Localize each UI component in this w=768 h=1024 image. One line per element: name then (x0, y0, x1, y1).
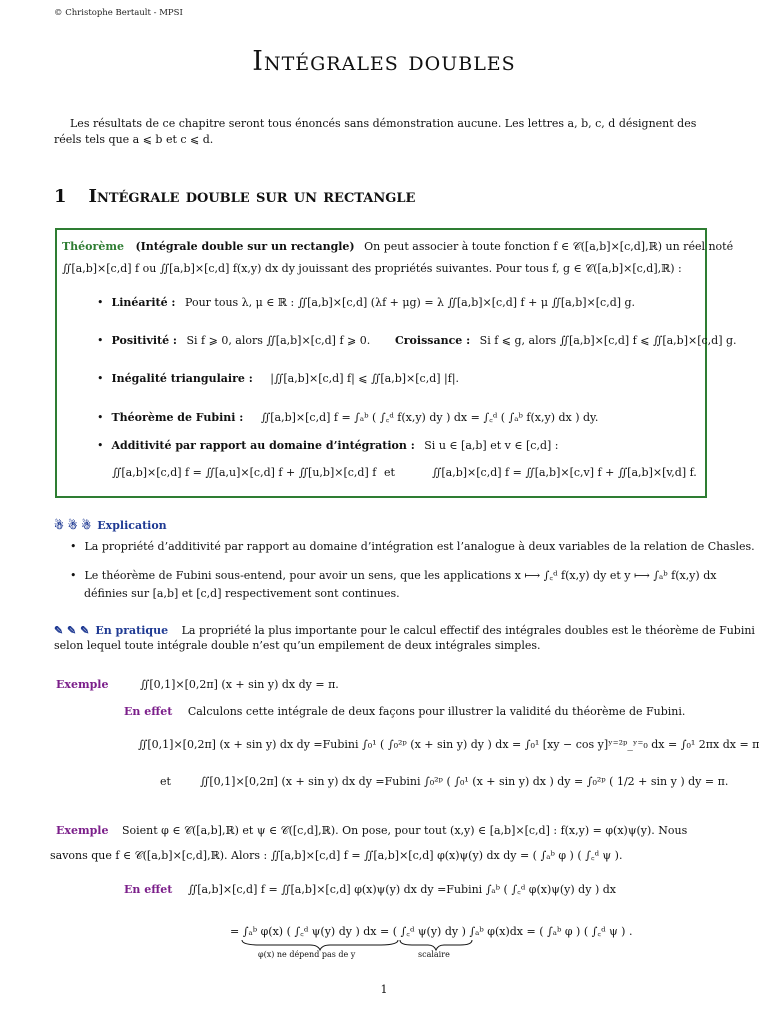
additivite-formula-1: ∬[a,b]×[c,d] f = ∬[a,u]×[c,d] f + ∬[u,b]×[c,d] f (112, 466, 377, 479)
property-croissance: Croissance : Si f ⩽ g, alors ∬[a,b]×[c,d] f ⩽ ∬[a,b]×[c,d] g. (395, 334, 737, 347)
exemple1-label: Exemple (56, 678, 109, 691)
pratique-text2: selon lequel toute intégrale double n’est qu’un empilement de deux intégrales simples. (54, 639, 541, 652)
pratique-heading (54, 624, 755, 637)
property-linearite: • Linéarité : Pour tous λ, μ ∈ ℝ : ∬[a,b]×[c,d] (λf + μg) = λ ∬[a,b]×[c,d] f + μ ∬[a,b]×[c,d] g. (97, 296, 636, 309)
theorem-label: Théorème (62, 240, 124, 253)
exemple1 (56, 678, 339, 691)
theorem-text2: ∬[a,b]×[c,d] f ou ∬[a,b]×[c,d] f(x,y) dx dy jouissant des propriétés suivantes. Pour tous f, g ∈ 𝒞([a,b]×[c,d],ℝ) : (62, 262, 682, 275)
theorem-name: (Intégrale double sur un rectangle) (135, 240, 355, 253)
exemple2-calc1: ∬[a,b]×[c,d] f = ∬[a,b]×[c,d] φ(x)ψ(y) dx dy =Fubini ∫ₐᵇ ( ∫꜀ᵈ φ(x)ψ(y) dy ) dx (187, 883, 616, 896)
underbrace-2-label: scalaire (418, 950, 450, 959)
exemple1-effet-text: Calculons cette intégrale de deux façons pour illustrer la validité du théorème de Fubini. (187, 705, 686, 718)
exemple2-text1: Soient φ ∈ 𝒞([a,b],ℝ) et ψ ∈ 𝒞([c,d],ℝ). On pose, pour tout (x,y) ∈ [a,b]×[c,d] : f(x,y) = φ(x)ψ(y). Nous (121, 824, 688, 837)
exemple2-label: Exemple (56, 824, 109, 837)
exemple1-calc1: ∬[0,1]×[0,2π] (x + sin y) dx dy =Fubini ∫₀¹ ( ∫₀²ᵖ (x + sin y) dy ) dx = ∫₀¹ [xy − cos y]ʸ⁼²ᵖ_ʸ⁼₀ dx = ∫₀¹ 2πx dx = π (138, 738, 760, 751)
explication-item-2: • Le théorème de Fubini sous-entend, pour avoir un sens, que les applications x ⟼ ∫꜀ᵈ f(x,y) dy et y ⟼ ∫ₐᵇ f(x,y) dx (70, 569, 717, 582)
explication-heading (54, 519, 167, 532)
exemple2-effet-label: En effet (124, 883, 173, 896)
theorem-text1: On peut associer à toute fonction f ∈ 𝒞([a,b]×[c,d],ℝ) un réel noté (364, 240, 734, 253)
explication-label: Explication (97, 519, 167, 532)
property-positivite: • Positivité : Si f ⩾ 0, alors ∬[a,b]×[c,d] f ⩾ 0. (97, 334, 371, 347)
page-number: 1 (380, 983, 388, 996)
exemple2-effet (124, 882, 616, 897)
pratique-label: En pratique (95, 624, 169, 637)
exemple1-et: et (160, 775, 171, 788)
theorem-header (62, 240, 733, 254)
additivite-formula-2: ∬[a,b]×[c,d] f = ∬[a,b]×[c,v] f + ∬[a,b]×[v,d] f. (432, 466, 697, 479)
page-header: © Christophe Bertault - MPSI (54, 8, 183, 18)
property-additivite: • Additivité par rapport au domaine d’intégration : Si u ∈ [a,b] et v ∈ [c,d] : (97, 439, 559, 452)
exemple1-effet (124, 705, 685, 718)
section-title: Intégrale double sur un rectangle (88, 186, 416, 207)
section-heading (54, 186, 415, 207)
exemple2-calc2: = ∫ₐᵇ φ(x) ( ∫꜀ᵈ ψ(y) dy ) dx = ( ∫꜀ᵈ ψ(y) dy ) ∫ₐᵇ φ(x)dx = ( ∫ₐᵇ φ ) ( ∫꜀ᵈ ψ ) . (230, 925, 633, 938)
pencil-icon: ✎ ✎ ✎ (54, 624, 90, 637)
additivite-et: et (384, 466, 395, 479)
exemple1-formula: ∬[0,1]×[0,2π] (x + sin y) dx dy = π. (139, 678, 339, 691)
exemple1-calc2: ∬[0,1]×[0,2π] (x + sin y) dx dy =Fubini ∫₀²ᵖ ( ∫₀¹ (x + sin y) dx ) dy = ∫₀²ᵖ ( 1/2 + sin y ) dy = π. (200, 775, 729, 788)
section-number: 1 (54, 186, 67, 207)
property-fubini: • Théorème de Fubini : ∬[a,b]×[c,d] f = ∫ₐᵇ ( ∫꜀ᵈ f(x,y) dy ) dx = ∫꜀ᵈ ( ∫ₐᵇ f(x,y) dx ) dy. (97, 411, 599, 424)
property-inegalite: • Inégalité triangulaire : |∬[a,b]×[c,d] f| ⩽ ∬[a,b]×[c,d] |f|. (97, 372, 460, 385)
pratique-text1: La propriété la plus importante pour le calcul effectif des intégrales doubles est le théorème de Fubini (181, 624, 755, 637)
page-title: Intégrales doubles (252, 46, 516, 77)
intro-paragraph: Les résultats de ce chapitre seront tous énoncés sans démonstration aucune. Les lettres a, b, c, d désignent des réels tels que a ⩽ b et c ⩽ d. (54, 117, 697, 146)
underbrace-1-label: φ(x) ne dépend pas de y (258, 950, 356, 959)
exemple2-text2: savons que f ∈ 𝒞([a,b]×[c,d],ℝ). Alors : ∬[a,b]×[c,d] f = ∬[a,b]×[c,d] φ(x)ψ(y) dx dy = ( ∫ₐᵇ φ ) ( ∫꜀ᵈ ψ ). (50, 849, 623, 862)
explication-item-2b: définies sur [a,b] et [c,d] respectivement sont continues. (84, 587, 400, 600)
exemple2 (56, 824, 687, 838)
theorem-box (55, 228, 737, 498)
explication-item-1: • La propriété d’additivité par rapport au domaine d’intégration est l’analogue à deux variables de la relation de Chasles. (70, 540, 755, 553)
snowman-icon: ☃ ☃ ☃ (54, 519, 92, 532)
exemple1-effet-label: En effet (124, 705, 173, 718)
